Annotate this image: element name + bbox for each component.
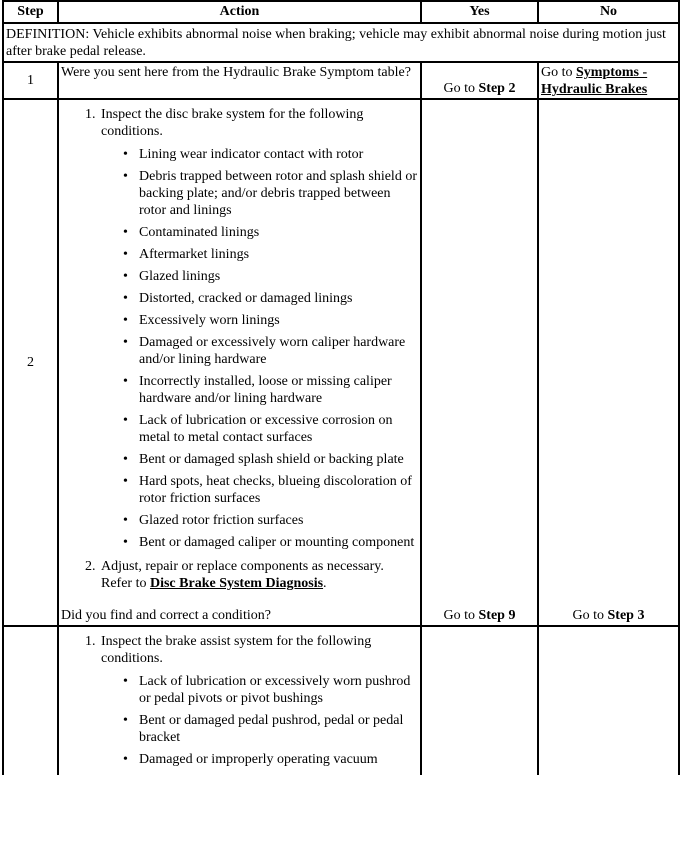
step-2-no (538, 99, 679, 626)
list-item: • Excessively worn linings (139, 312, 418, 329)
list-item: • Aftermarket linings (139, 246, 418, 263)
header-row (3, 1, 679, 23)
disc-brake-system-diagnosis-link[interactable]: Disc Brake System Diagnosis (149, 576, 324, 591)
step-3-instructions (61, 633, 418, 768)
list-item: • Bent or damaged splash shield or backing plate (139, 451, 418, 468)
list-item: • Contaminated linings (139, 224, 418, 241)
list-item: • Distorted, cracked or damaged linings (139, 290, 418, 307)
step-1-row (3, 62, 679, 99)
list-item: • Bent or damaged pedal pushrod, pedal or pedal bracket (139, 712, 418, 746)
step-2-item-1 (99, 106, 418, 551)
step-2-number: 2 (3, 99, 58, 626)
step-3-conditions (101, 673, 418, 768)
step-3-row (3, 626, 679, 775)
diagnostic-table (2, 0, 680, 775)
step-3-action (58, 626, 421, 775)
list-item: • Hard spots, heat checks, blueing discoloration of rotor friction surfaces (139, 473, 418, 507)
list-item: • Incorrectly installed, loose or missing caliper hardware and/or lining hardware (139, 373, 418, 407)
step-1-yes-prefix: Go to (443, 81, 479, 96)
step-3-yes (421, 626, 538, 775)
list-item: • Damaged or excessively worn caliper hardware and/or lining hardware (139, 334, 418, 368)
step-2-item-2-end: . (323, 576, 327, 591)
step-2-item-2 (99, 558, 418, 592)
step-2-item-1-text: Inspect the disc brake system for the following conditions. (101, 107, 364, 139)
step-2-yes-target[interactable]: Step 9 (478, 608, 516, 623)
step-3-number (3, 626, 58, 775)
step-2-no-prefix: Go to (572, 608, 608, 623)
definition-text: DEFINITION: Vehicle exhibits abnormal noise when braking; vehicle may exhibit abnormal noise during motion just after brake pedal release. (3, 23, 679, 62)
header-no: No (538, 1, 679, 23)
definition-row (3, 23, 679, 62)
list-item: • Debris trapped between rotor and splash shield or backing plate; and/or debris trapped between rotor and linings (139, 168, 418, 219)
list-item: • Lack of lubrication or excessively worn pushrod or pedal pivots or pivot bushings (139, 673, 418, 707)
header-action: Action (58, 1, 421, 23)
step-2-question: Did you find and correct a condition? (61, 608, 271, 623)
step-2-yes-prefix: Go to (443, 608, 479, 623)
list-item: • Lack of lubrication or excessive corrosion on metal to metal contact surfaces (139, 412, 418, 446)
header-yes: Yes (421, 1, 538, 23)
list-item: • Damaged or improperly operating vacuum (139, 751, 418, 768)
step-1-no-prefix: Go to (541, 65, 576, 80)
list-item: • Glazed linings (139, 268, 418, 285)
step-2-row (3, 99, 679, 626)
step-2-conditions (101, 146, 418, 551)
step-1-yes (421, 62, 538, 99)
step-1-question: Were you sent here from the Hydraulic Brake Symptom table? (58, 62, 421, 99)
header-step: Step (3, 1, 58, 23)
step-2-instructions (61, 106, 418, 592)
step-3-item-1-text: Inspect the brake assist system for the following conditions. (101, 634, 372, 666)
symptoms-hydraulic-brakes-link[interactable]: Symptoms - Hydraulic Brakes (541, 65, 648, 97)
list-item: • Bent or damaged caliper or mounting component (139, 534, 418, 551)
step-2-action (58, 99, 421, 626)
step-2-yes (421, 99, 538, 626)
step-1-yes-target[interactable]: Step 2 (478, 81, 516, 96)
step-3-no (538, 626, 679, 775)
step-1-no (538, 62, 679, 99)
step-2-no-target[interactable]: Step 3 (607, 608, 645, 623)
step-1-number: 1 (3, 62, 58, 99)
step-3-item-1 (99, 633, 418, 768)
step-2-item-2-text: Adjust, repair or replace components as necessary. Refer to (101, 559, 384, 591)
list-item: • Glazed rotor friction surfaces (139, 512, 418, 529)
list-item: • Lining wear indicator contact with rotor (139, 146, 418, 163)
